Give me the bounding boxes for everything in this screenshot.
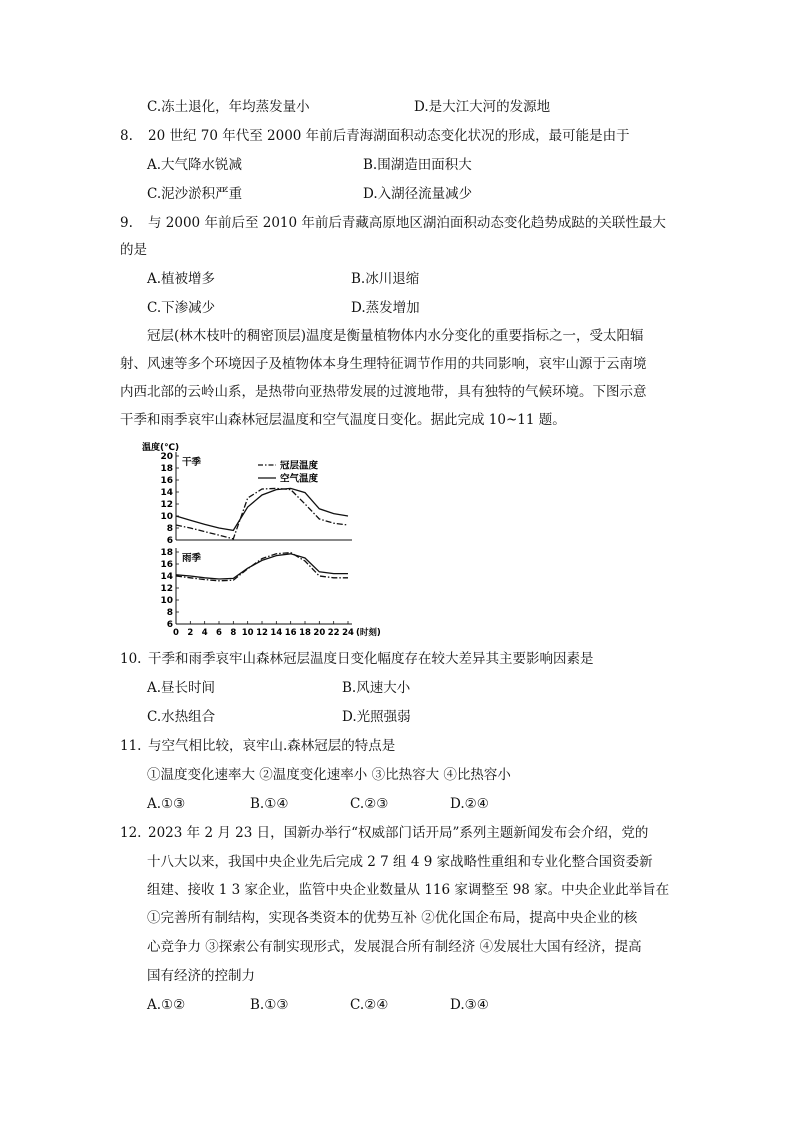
- q12-line-2: 十八大以来，我国中央企业先后完成 2 7 组 4 9 家战略性重组和专业化整合国资委新: [147, 854, 653, 870]
- y-tick-label: 16: [160, 476, 173, 486]
- legend-air-label: 空气温度: [280, 473, 319, 485]
- q11-stem-text: 与空气相比较，哀牢山.森林冠层的特点是: [148, 738, 396, 754]
- x-tick-label: 10: [241, 628, 254, 638]
- q10-option-d: D.光照强弱: [342, 709, 411, 725]
- q9-number: 9.: [120, 215, 133, 231]
- x-tick-label: 24: [342, 628, 354, 638]
- y-tick-label: 6: [166, 536, 173, 546]
- q8-option-d: D.入湖径流量减少: [363, 186, 473, 202]
- x-tick-label: 22: [327, 628, 340, 638]
- y-tick-label: 8: [166, 608, 173, 618]
- q10-stem: [120, 650, 594, 668]
- q9-stem: [120, 214, 666, 232]
- q12-option-d: D.③④: [450, 997, 489, 1013]
- q9-option-d: D.蒸发增加: [351, 300, 420, 316]
- temperature-chart: [140, 438, 410, 638]
- q10-stem-text: 干季和雨季哀牢山森林冠层温度日变化幅度存在较大差异其主要影响因素是: [148, 651, 594, 667]
- q9-option-b: B.冰川退缩: [351, 271, 420, 287]
- q11-stem: [120, 737, 395, 755]
- q12-stem: [120, 824, 648, 842]
- passage-line-2: 射、风速等多个环境因子及植物体本身生理特征调节作用的共同影响，哀牢山源于云南境: [120, 356, 647, 372]
- q8-number: 8.: [120, 128, 133, 144]
- q9-option-c: C.下渗减少: [147, 300, 216, 316]
- q12-line-6: 国有经济的控制力: [147, 968, 255, 984]
- y-tick-label: 18: [160, 548, 173, 558]
- y-tick-label: 10: [160, 512, 173, 522]
- q11-option-c: C.②③: [350, 796, 389, 812]
- q8-option-c: C.泥沙淤积严重: [147, 186, 243, 202]
- legend-canopy-label: 冠层温度: [280, 460, 319, 472]
- q10-option-c: C.水热组合: [147, 709, 216, 725]
- series-line-air-0: [176, 488, 348, 530]
- y-tick-label: 18: [160, 464, 173, 474]
- q8-stem-text: 20 世纪 70 年代至 2000 年前后青海湖面积动态变化状况的形成，最可能是由于: [148, 128, 630, 144]
- y-tick-label: 14: [160, 572, 173, 582]
- q12-line-5: 心竞争力 ③探索公有制实现形式，发展混合所有制经济 ④发展壮大国有经济，提高: [147, 939, 642, 955]
- q11-number: 11.: [120, 738, 142, 754]
- y-axis-title: 温度(℃): [142, 443, 180, 453]
- q12-line-1: 2023 年 2 月 23 日，国新办举行“权威部门话开局”系列主题新闻发布会介绍，党的: [148, 825, 649, 841]
- x-axis-title: (时刻): [356, 628, 381, 638]
- q11-option-b: B.①④: [250, 796, 289, 812]
- series-line-canopy-0: [176, 488, 348, 538]
- x-tick-label: 18: [299, 628, 311, 638]
- q9-stem-text-1: 与 2000 年前后至 2010 年前后青藏高原地区湖泊面积动态变化趋势成跶的关联性最大: [148, 215, 666, 231]
- q8-option-a: A.大气降水锐减: [147, 157, 243, 173]
- x-tick-label: 20: [313, 628, 326, 638]
- x-tick-label: 12: [256, 628, 268, 638]
- x-tick-label: 2: [187, 628, 194, 638]
- q12-line-3: 组建、接收 1 3 家企业，监管中央企业数量从 116 家调整至 98 家。中央企业此举旨在: [147, 882, 670, 898]
- y-tick-label: 12: [160, 500, 173, 510]
- x-tick-label: 16: [284, 628, 297, 638]
- q7-option-d: D.是大江大河的发源地: [414, 99, 551, 115]
- q12-number: 12.: [120, 825, 142, 841]
- q12-option-b: B.①③: [250, 997, 289, 1013]
- passage-line-4: 干季和雨季哀牢山森林冠层温度和空气温度日变化。据此完成 10~11 题。: [120, 412, 566, 428]
- y-tick-label: 16: [160, 560, 173, 570]
- passage-line-1: 冠层(林木枝叶的稠密顶层)温度是衡量植物体内水分变化的重要指标之一，受太阳辐: [147, 328, 644, 344]
- q11-items: ①温度变化速率大 ②温度变化速率小 ③比热容大 ④比热容小: [147, 767, 511, 783]
- y-tick-label: 12: [160, 584, 173, 594]
- y-tick-label: 14: [160, 488, 173, 498]
- q10-option-a: A.昼长时间: [147, 680, 216, 696]
- q12-option-c: C.②④: [350, 997, 389, 1013]
- x-tick-label: 4: [201, 628, 208, 638]
- q10-option-b: B.风速大小: [342, 680, 411, 696]
- q9-stem-text-2: 的是: [120, 242, 147, 258]
- q9-option-a: A.植被增多: [147, 271, 216, 287]
- x-tick-label: 6: [216, 628, 222, 638]
- q11-option-d: D.②④: [450, 796, 489, 812]
- series-line-air-1: [176, 554, 348, 579]
- y-tick-label: 20: [160, 452, 173, 462]
- y-tick-label: 6: [166, 620, 173, 630]
- q7-option-c: C.冻土退化，年均蒸发量小: [147, 99, 310, 115]
- panel-label-1: 雨季: [182, 553, 202, 564]
- q8-option-b: B.围湖造田面积大: [363, 157, 472, 173]
- series-line-canopy-1: [176, 553, 348, 581]
- passage-line-3: 内西北部的云岭山系，是热带向亚热带发展的过渡地带，具有独特的气候环境。下图示意: [120, 384, 647, 400]
- q10-number: 10.: [120, 651, 142, 667]
- x-tick-label: 14: [270, 628, 283, 638]
- q11-option-a: A.①③: [147, 796, 186, 812]
- q8-stem: [120, 127, 630, 145]
- panel-label-0: 干季: [182, 457, 202, 468]
- q12-line-4: ①完善所有制结构，实现各类资本的优势互补 ②优化国企布局，提高中央企业的核: [147, 910, 638, 926]
- y-tick-label: 8: [166, 524, 173, 534]
- y-tick-label: 10: [160, 596, 173, 606]
- q12-option-a: A.①②: [147, 997, 186, 1013]
- x-tick-label: 8: [230, 628, 237, 638]
- x-tick-label: 0: [173, 628, 179, 638]
